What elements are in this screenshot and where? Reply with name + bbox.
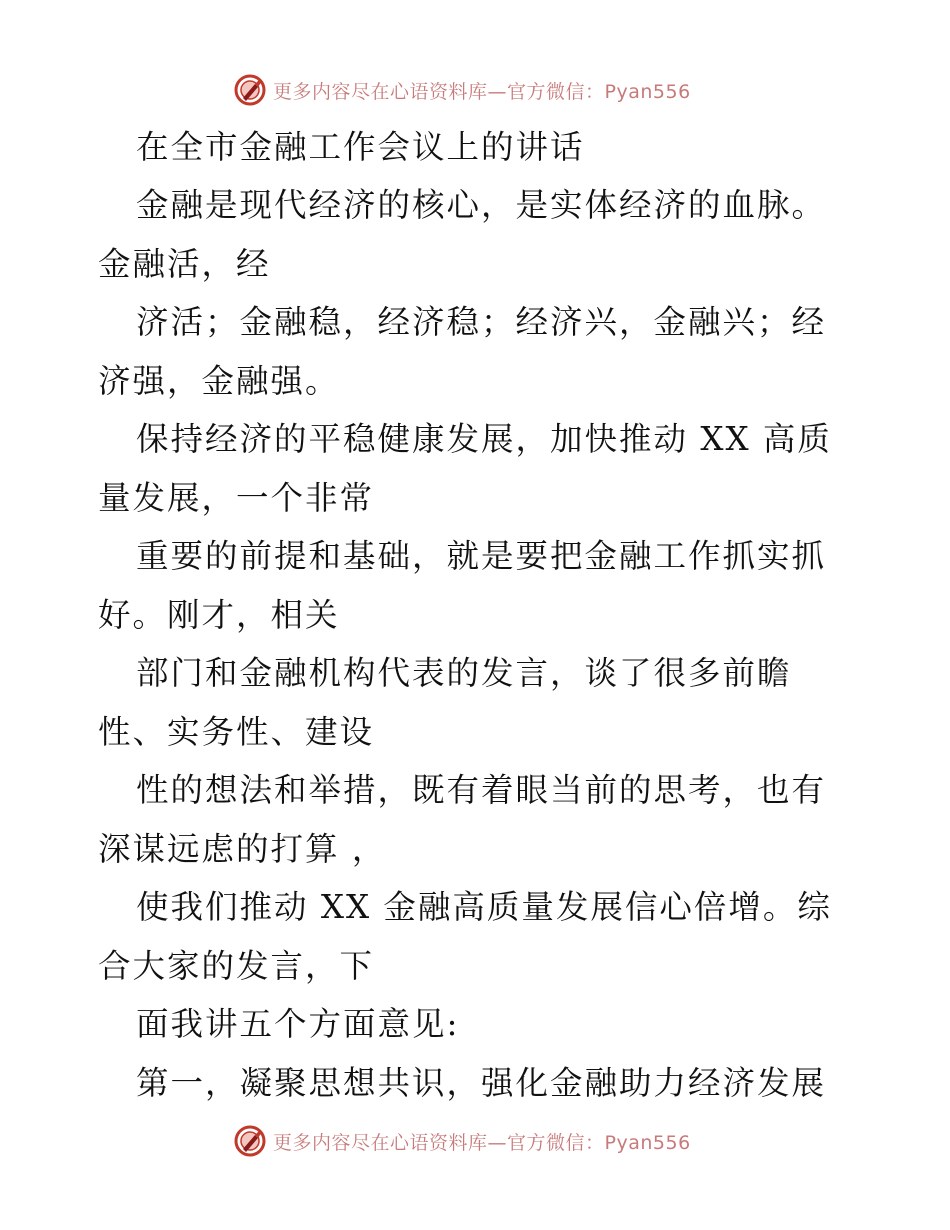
paragraph: 部门和金融机构代表的发言，谈了很多前瞻性、实务性、建设 — [98, 654, 792, 751]
paragraph: 济活；金融稳，经济稳；经济兴，金融兴；经济强，金融强。 — [98, 303, 827, 400]
paragraph: 金融是现代经济的核心，是实体经济的血脉。金融活，经 — [98, 186, 827, 283]
document-body — [98, 118, 858, 1112]
paragraph: 性的想法和举措，既有着眼当前的思考，也有深谋远虑的打算 ， — [98, 771, 827, 868]
paragraph: 面我讲五个方面意见: — [136, 1005, 460, 1043]
paragraph: 第一，凝聚思想共识，强化金融助力经济发展 — [136, 1063, 827, 1102]
document-title: 在全市金融工作会议上的讲话 — [136, 128, 585, 166]
footer-watermark — [233, 1124, 691, 1158]
pen-logo-icon — [233, 1124, 267, 1158]
paragraph: 重要的前提和基础，就是要把金融工作抓实抓好。刚才，相关 — [98, 537, 827, 634]
watermark-text: 更多内容尽在心语资料库—官方微信：Pyan556 — [273, 1131, 691, 1154]
paragraph: 保持经济的平稳健康发展，加快推动 XX 高质量发展，一个非常 — [98, 420, 832, 517]
watermark-text: 更多内容尽在心语资料库—官方微信：Pyan556 — [273, 80, 691, 103]
pen-logo-icon — [233, 73, 267, 107]
paragraph: 使我们推动 XX 金融高质量发展信心倍增。综合大家的发言，下 — [98, 888, 832, 985]
header-watermark — [233, 73, 691, 107]
